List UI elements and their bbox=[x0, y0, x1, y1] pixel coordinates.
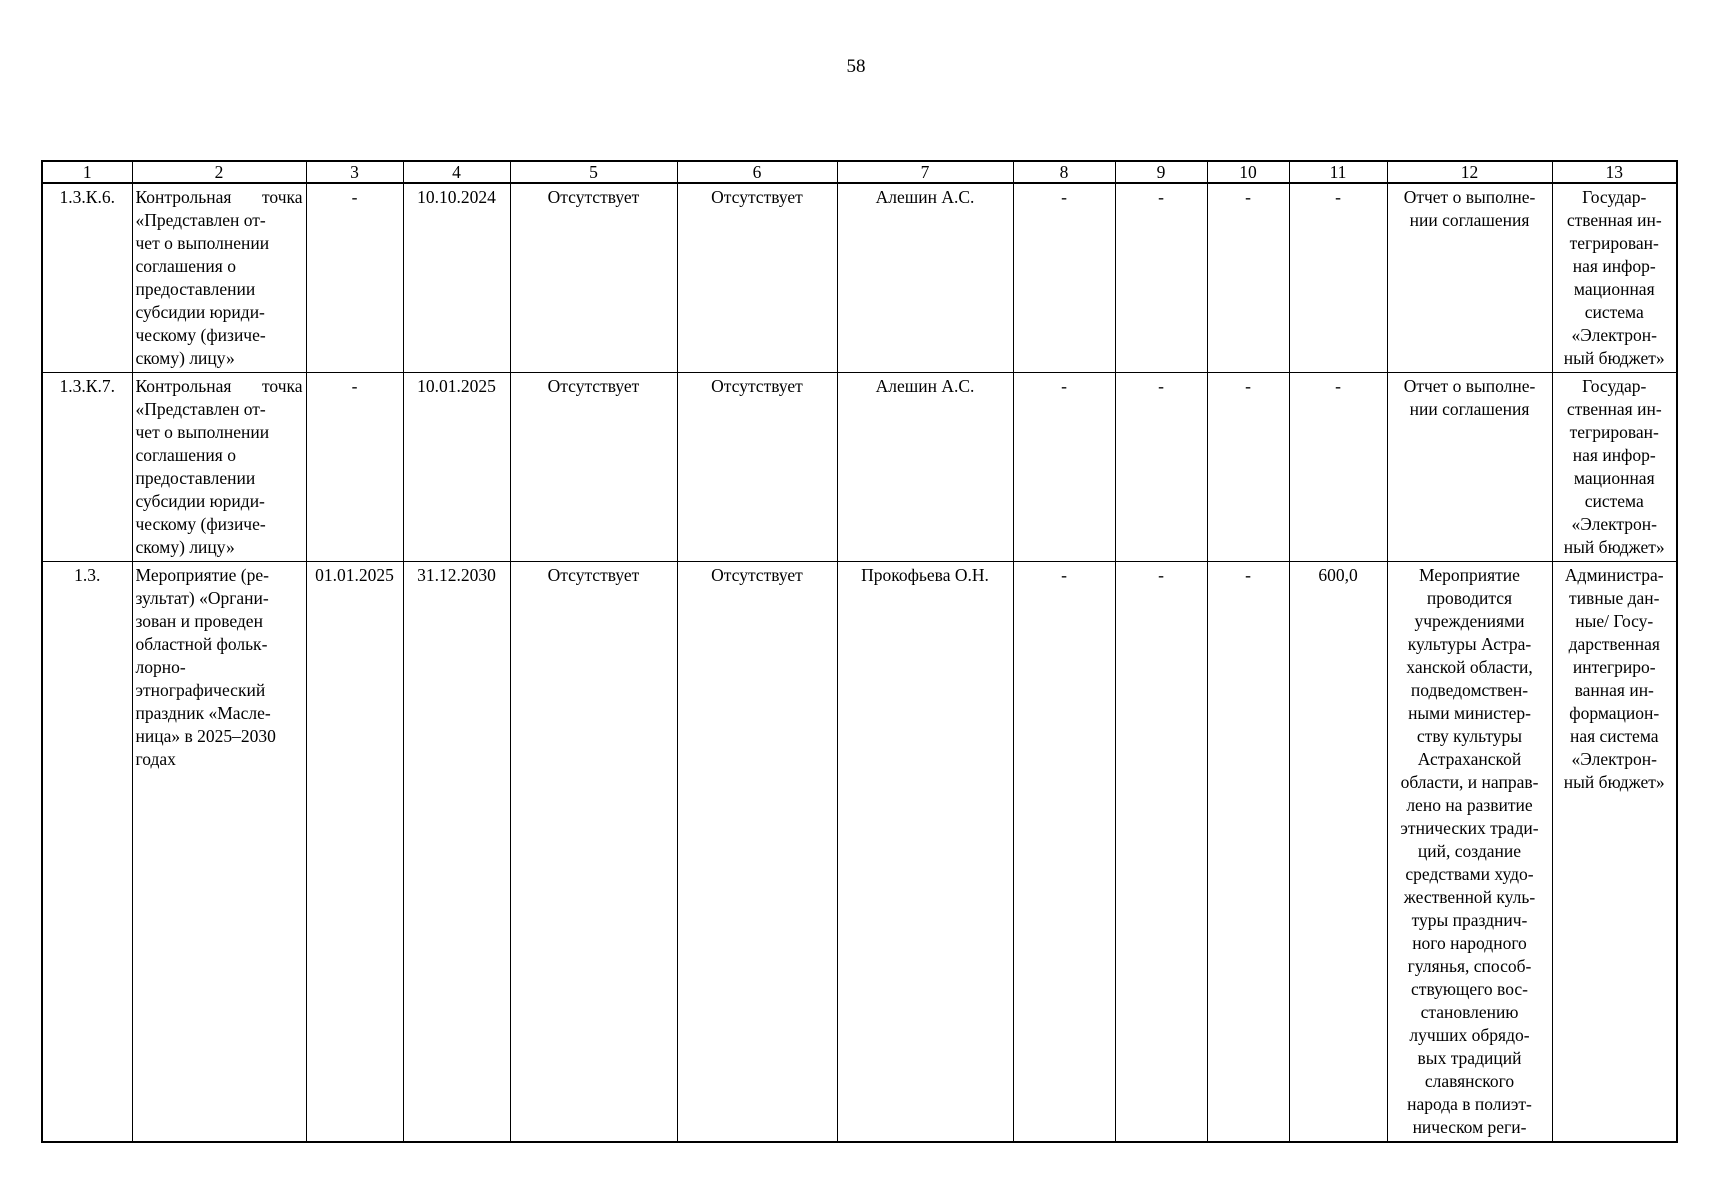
row-name-text: Мероприятие (ре- зультат) «Органи- зован и проведен областной фольк- лорно- этнографический праздник «Масле- ница» в 2025–2030 годах bbox=[135, 565, 276, 769]
column-header: 5 bbox=[510, 161, 677, 183]
result-description-text: Мероприятие проводится учреждениями культуры Астра- ханской области, подведомствен- ными министер- ству культуры Астраханской области, и направ- лено на развитие этнических тради- ций, создание средствами худо- жественной куль- туры празднич- ного народного гулянья, способ- ствующего вос- становлению лучших обрядо- вых традиций славянского народа в полиэт- ническом реги- bbox=[1400, 565, 1539, 1137]
start-date: - bbox=[306, 373, 403, 562]
table-row bbox=[42, 562, 1677, 1143]
information-source bbox=[1552, 373, 1677, 562]
column-numbers-row bbox=[42, 161, 1677, 183]
row-number: 1.3.К.7. bbox=[42, 373, 132, 562]
column-11-value: - bbox=[1289, 183, 1387, 373]
information-source bbox=[1552, 562, 1677, 1143]
column-header: 3 bbox=[306, 161, 403, 183]
column-header: 7 bbox=[837, 161, 1013, 183]
row-name bbox=[132, 373, 306, 562]
result-description bbox=[1387, 562, 1552, 1143]
row-name bbox=[132, 183, 306, 373]
result-description-text: Отчет о выполне- нии соглашения bbox=[1403, 376, 1536, 419]
result-description bbox=[1387, 183, 1552, 373]
result-description bbox=[1387, 373, 1552, 562]
column-10-value: - bbox=[1207, 183, 1289, 373]
row-name-text: Контрольная точка «Представлен от- чет о выполнении соглашения о предоставлении субсидии юриди- ческому (физиче- скому) лицу» bbox=[135, 376, 303, 557]
column-9-value: - bbox=[1115, 183, 1207, 373]
column-8-value: - bbox=[1013, 183, 1115, 373]
information-source-text: Администра- тивные дан- ные/ Госу- дарственная интегриро- ванная ин- формацион- ная система «Электрон- ный бюджет» bbox=[1563, 565, 1665, 792]
end-date: 10.01.2025 bbox=[403, 373, 510, 562]
end-date: 10.10.2024 bbox=[403, 183, 510, 373]
result-description-text: Отчет о выполне- нии соглашения bbox=[1403, 187, 1536, 230]
column-header: 1 bbox=[42, 161, 132, 183]
table-row bbox=[42, 373, 1677, 562]
row-name bbox=[132, 562, 306, 1143]
end-date: 31.12.2030 bbox=[403, 562, 510, 1143]
column-8-value: - bbox=[1013, 562, 1115, 1143]
page-number: 58 bbox=[846, 56, 866, 77]
column-11-value: - bbox=[1289, 373, 1387, 562]
column-6-value: Отсутствует bbox=[677, 373, 837, 562]
measures-table bbox=[41, 160, 1678, 1143]
column-header: 13 bbox=[1552, 161, 1677, 183]
information-source-text: Государ- ственная ин- тегрирован- ная инфор- мационная система «Электрон- ный бюджет» bbox=[1563, 376, 1665, 557]
column-header: 11 bbox=[1289, 161, 1387, 183]
column-header: 4 bbox=[403, 161, 510, 183]
column-10-value: - bbox=[1207, 373, 1289, 562]
information-source-text: Государ- ственная ин- тегрирован- ная инфор- мационная система «Электрон- ный бюджет» bbox=[1563, 187, 1665, 368]
column-5-value: Отсутствует bbox=[510, 562, 677, 1143]
information-source bbox=[1552, 183, 1677, 373]
column-9-value: - bbox=[1115, 562, 1207, 1143]
column-header: 2 bbox=[132, 161, 306, 183]
column-10-value: - bbox=[1207, 562, 1289, 1143]
column-6-value: Отсутствует bbox=[677, 562, 837, 1143]
column-header: 10 bbox=[1207, 161, 1289, 183]
start-date: - bbox=[306, 183, 403, 373]
start-date: 01.01.2025 bbox=[306, 562, 403, 1143]
column-6-value: Отсутствует bbox=[677, 183, 837, 373]
column-header: 8 bbox=[1013, 161, 1115, 183]
column-header: 6 bbox=[677, 161, 837, 183]
column-header: 9 bbox=[1115, 161, 1207, 183]
column-header: 12 bbox=[1387, 161, 1552, 183]
column-11-value: 600,0 bbox=[1289, 562, 1387, 1143]
row-name-text: Контрольная точка «Представлен от- чет о выполнении соглашения о предоставлении субсидии юриди- ческому (физиче- скому) лицу» bbox=[135, 187, 303, 368]
row-number: 1.3. bbox=[42, 562, 132, 1143]
table-row bbox=[42, 183, 1677, 373]
column-9-value: - bbox=[1115, 373, 1207, 562]
row-number: 1.3.К.6. bbox=[42, 183, 132, 373]
responsible-person: Прокофьева О.Н. bbox=[837, 562, 1013, 1143]
column-5-value: Отсутствует bbox=[510, 373, 677, 562]
column-5-value: Отсутствует bbox=[510, 183, 677, 373]
responsible-person: Алешин А.С. bbox=[837, 183, 1013, 373]
responsible-person: Алешин А.С. bbox=[837, 373, 1013, 562]
column-8-value: - bbox=[1013, 373, 1115, 562]
